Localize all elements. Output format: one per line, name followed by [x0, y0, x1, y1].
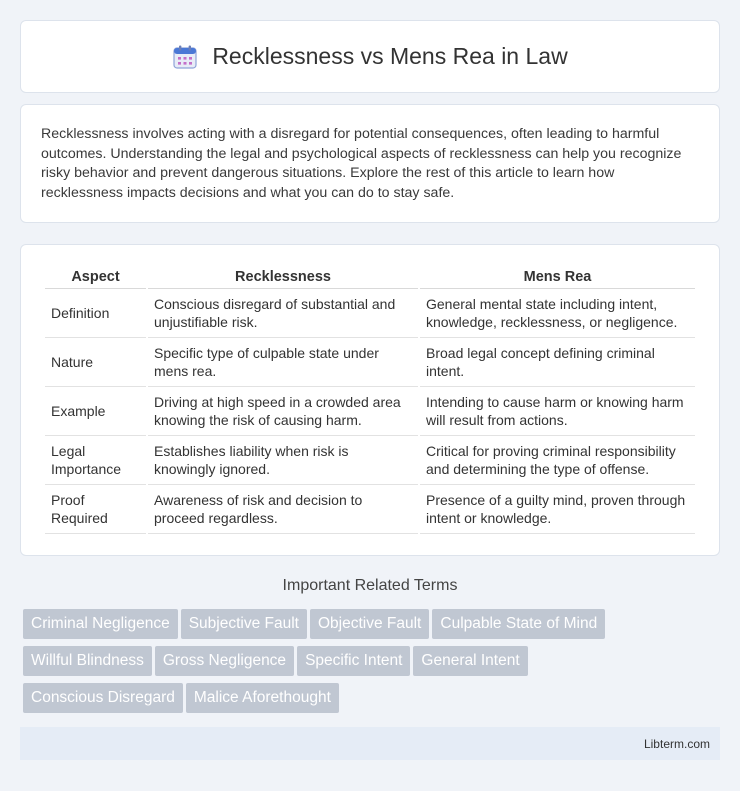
intro-text: Recklessness involves acting with a disregard for potential consequences, often leading to harmful outcomes. Understanding the legal and psychological aspects of recklessness can help you recognize risky behavior and prevent dangerous situations. Explore the rest of this article to learn how recklessness impacts decisions and what you can do to stay safe. [41, 126, 682, 201]
table-row [45, 338, 695, 387]
page-title: Recklessness vs Mens Rea in Law [212, 43, 568, 69]
table-row [45, 289, 695, 338]
related-terms-title: Important Related Terms [282, 577, 458, 594]
comparison-table-card [20, 244, 720, 556]
related-term-tag[interactable]: Specific Intent [297, 646, 410, 676]
table-cell: Proof Required [45, 485, 146, 534]
table-cell: Conscious disregard of substantial and unjustifiable risk. [148, 289, 418, 338]
table-cell: Legal Importance [45, 436, 146, 485]
table-cell: Presence of a guilty mind, proven through intent or knowledge. [420, 485, 695, 534]
related-term-tag[interactable]: Gross Negligence [155, 646, 294, 676]
related-term-tag[interactable]: Willful Blindness [23, 646, 152, 676]
comparison-table [43, 265, 697, 534]
related-term-tag[interactable]: Objective Fault [310, 609, 429, 639]
table-cell: Intending to cause harm or knowing harm will result from actions. [420, 387, 695, 436]
related-term-tag[interactable]: Subjective Fault [181, 609, 307, 639]
table-cell: Awareness of risk and decision to proceed regardless. [148, 485, 418, 534]
table-cell: Specific type of culpable state under mens rea. [148, 338, 418, 387]
table-cell: General mental state including intent, knowledge, recklessness, or negligence. [420, 289, 695, 338]
footer [20, 727, 720, 760]
calendar-icon [172, 44, 198, 70]
related-term-tag[interactable]: Criminal Negligence [23, 609, 178, 639]
table-row [45, 485, 695, 534]
table-row [45, 436, 695, 485]
intro-card [20, 104, 720, 223]
table-cell: Definition [45, 289, 146, 338]
table-cell: Example [45, 387, 146, 436]
related-terms-list [23, 609, 723, 720]
related-term-tag[interactable]: Malice Aforethought [186, 683, 339, 713]
related-term-tag[interactable]: Culpable State of Mind [432, 609, 605, 639]
table-row [45, 387, 695, 436]
table-header-row [45, 265, 695, 289]
table-cell: Critical for proving criminal responsibility and determining the type of offense. [420, 436, 695, 485]
table-cell: Broad legal concept defining criminal intent. [420, 338, 695, 387]
footer-site-link[interactable]: Libterm.com [643, 736, 710, 751]
table-cell: Driving at high speed in a crowded area knowing the risk of causing harm. [148, 387, 418, 436]
column-header-mens-rea: Mens Rea [420, 265, 695, 289]
table-cell: Nature [45, 338, 146, 387]
header-card [20, 20, 720, 93]
table-cell: Establishes liability when risk is knowingly ignored. [148, 436, 418, 485]
related-term-tag[interactable]: General Intent [413, 646, 527, 676]
column-header-recklessness: Recklessness [148, 265, 418, 289]
column-header-aspect: Aspect [45, 265, 146, 289]
related-term-tag[interactable]: Conscious Disregard [23, 683, 183, 713]
